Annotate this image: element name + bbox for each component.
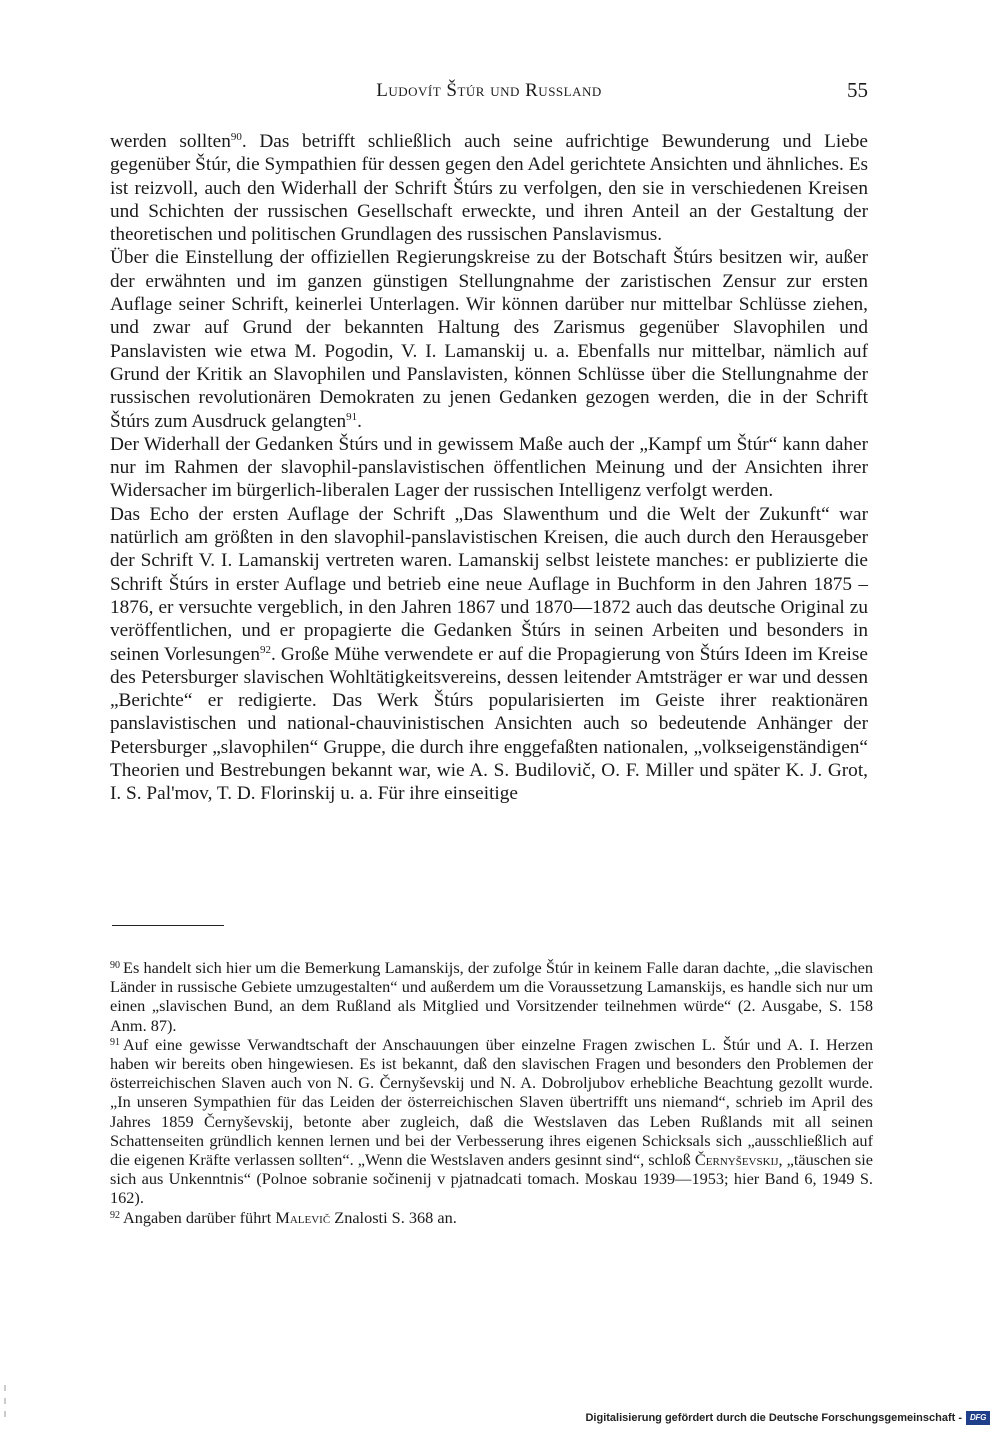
footnote-number: 91 — [110, 1036, 120, 1048]
footnote-text-rest: Znalosti S. 368 an. — [334, 1207, 457, 1227]
running-head — [110, 78, 868, 106]
footnote-ref-90[interactable]: 90 — [230, 131, 242, 143]
paragraph-2-rest: . — [357, 410, 362, 432]
footnote-90 — [110, 958, 873, 1035]
footnote-separator — [112, 925, 224, 926]
scan-margin-mark — [4, 1398, 6, 1404]
page-number: 55 — [847, 78, 868, 102]
dfg-logo-icon: DFG — [966, 1411, 990, 1425]
paragraph-1-start: werden sollten — [110, 131, 231, 152]
paragraph-4-start: Das Echo der ersten Auflage der Schrift „Das Slawenthum und die Welt der Zukunft“ war natürlich am größten in den slavophil-panslavistischen Kreisen, die auch durch den Herausgeber der Schrift V. I. Lamanskij vertreten waren. Lamanskij selbst leistete manches: er publizierte die Schrift Štúrs in erster Auflage und betrieb eine neue Auflage in Buchform in den Jahren 1875 – 1876, er versuchte vergeblich, in den Jahren 1867 und 1870—1872 auch das deutsche Original zu veröffentlichen, und er propagierte die Gedanken Štúrs in seinen Arbeiten und besonders in seinen Vorlesungen — [110, 503, 868, 665]
footnote-text: Auf eine gewisse Verwandtschaft der Anschauungen über einzelne Fragen zwischen L. Štúr und A. I. Herzen haben wir bereits oben hingewiesen. Es ist bekannt, daß den slavischen Fragen und besonders den Problemen der österreichischen Slaven auch von N. G. Černyševskij und N. A. Dobroljubov erhebliche Beachtung gezollt wurde. „In unseren Sympathien für das Leiden der österreichischen Slaven übertrifft uns niemand“, schrieb im April des Jahres 1859 Černyševskij, betonte aber zugleich, daß die Westslaven das Leben Rußlands mit all seinen Schattenseiten gründlich kennen lernen und bei der Verbesserung ihres eigenen Schicksals sich „ausschließlich auf die eigenen Kräfte verlassen sollten“. „Wenn die Westslaven anders gesinnt sind“, schloß — [110, 1034, 873, 1170]
footnote-text-rest: , „täuschen sie sich aus Unkenntnis“ (Polnoe sobranie sočinenij v pjatnadcati tomach. Moskau 1939—1953; hier Band 6, 1949 S. 162). — [110, 1150, 873, 1208]
paragraph-4-rest: . Große Mühe verwendete er auf die Propagierung von Štúrs Ideen im Kreise des Petersburger slavischen Wohltätigkeitsvereins, dessen leitender Amtsträger er war und dessen „Berichte“ er redigierte. Das Werk Štúrs popularisierten im Geiste ihrer reaktionären panslavistischen und national-chauvinistischen Ansichten auch so bedeutende Anhänger der Petersburger „slavophilen“ Gruppe, die durch ihre enggefaßten nationalen, „volkseigenständigen“ Theorien und Bestrebungen bekannt war, wie A. S. Budilovič, O. F. Miller und später K. J. Grot, I. S. Pal'mov, T. D. Florinskij u. a. Für ihre einseitige — [110, 643, 868, 805]
paragraph-2-start: Über die Einstellung der offiziellen Regierungskreise zu der Botschaft Štúrs besitzen wir, außer der erwähnten und im ganzen günstigen Stellungnahme der zaristischen Zensur zur ersten Auflage seiner Schrift, keinerlei Unterlagen. Wir können darüber nur mittelbar Schlüsse ziehen, und zwar auf Grund der bekannten Haltung des Zarismus gegenüber Slavophilen und Panslavisten wie etwa M. Pogodin, V. I. Lamanskij u. a. Ebenfalls nur mittelbar, nämlich auf Grund der Kritik an Slavophilen und Panslavisten, können Schlüsse über die Stellungnahme der russischen revolutionären Demokraten zu jenen Gedanken gezogen werden, die in der Schrift Štúrs zum Ausdruck gelangten — [110, 247, 868, 432]
footnote-text: Angaben darüber führt — [123, 1207, 272, 1227]
footnote-92 — [110, 1208, 873, 1227]
running-title: Ludovít Štúr und Russland — [376, 80, 602, 101]
digitization-credit — [585, 1409, 990, 1427]
footnote-91 — [110, 1035, 873, 1208]
paragraph-1-rest: . Das betrifft schließlich auch seine aufrichtige Bewunderung und Liebe gegenüber Štúr, die Sympathien für dessen gegen den Adel gerichtete Ansichten und ähnliches. Es ist reizvoll, auch den Widerhall der Schrift Štúrs zu verfolgen, den sie in verschiedenen Kreisen und Schichten der russischen Gesellschaft erweckte, und ihren Anteil an der Gestaltung der theoretischen und politischen Grundlagen des russischen Panslavismus. — [110, 131, 868, 246]
footnote-ref-92[interactable]: 92 — [260, 643, 272, 656]
paragraph-1 — [110, 130, 868, 246]
footnote-text: Es handelt sich hier um die Bemerkung Lamanskijs, der zufolge Štúr in keinem Falle daran dachte, „die slavischen Länder in russische Gebiete umzugestalten“ und außerdem um die Voraussetzung Lamanskijs, es handle sich nur um einen „slavischen Bund, an dem Rußland als Mitglied und Vorsitzender teilnehmen würde“ (2. Ausgabe, S. 158 Anm. 87). — [110, 958, 873, 1035]
scan-margin-mark — [4, 1385, 6, 1391]
paragraph-4 — [110, 503, 868, 806]
author-name: Malevič — [275, 1207, 331, 1227]
footnote-ref-91[interactable]: 91 — [346, 410, 358, 423]
body-text — [110, 130, 868, 806]
footnote-number: 90 — [110, 960, 120, 971]
credit-text: Digitalisierung gefördert durch die Deutsche Forschungsgemeinschaft - — [585, 1412, 962, 1424]
paragraph-2 — [110, 246, 868, 432]
scan-margin-mark — [4, 1411, 6, 1417]
footnote-number: 92 — [110, 1209, 120, 1221]
footnotes — [110, 958, 873, 1227]
paragraph-3: Der Widerhall der Gedanken Štúrs und in gewissem Maße auch der „Kampf um Štúr“ kann daher nur im Rahmen der slavophil-panslavistischen öffentlichen Meinung und der Ansichten ihrer Widersacher im bürgerlich-liberalen Lager der russischen Intelligenz verfolgt werden. — [110, 433, 868, 502]
author-name: Černyševskij — [694, 1150, 779, 1170]
